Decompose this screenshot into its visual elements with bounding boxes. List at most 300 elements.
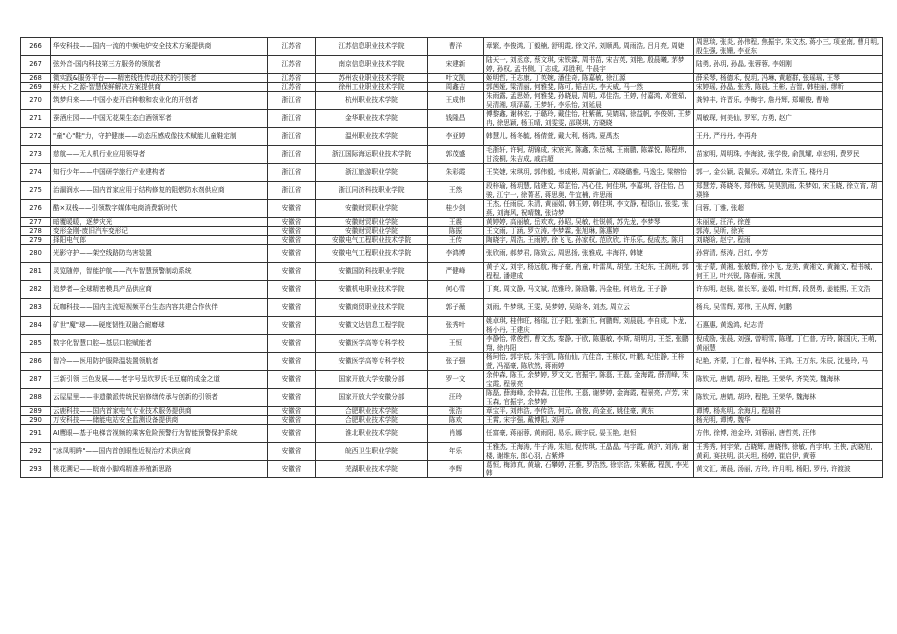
advisors-cell: [694, 389, 883, 407]
advisors-cell-text: 宋婷瑶, 孙晶, 张秀, 陈晨, 王彬, 吉智, 韩桂丽, 缪昕: [696, 83, 845, 91]
leader-cell-text: 张子强: [445, 357, 466, 366]
leader-cell: [428, 236, 484, 245]
advisors-cell: [694, 317, 883, 335]
table-row: [21, 461, 883, 478]
province-cell: [268, 353, 316, 371]
province-cell-text: 浙江省: [281, 132, 302, 141]
leader-cell-text: 李鸿博: [445, 249, 466, 258]
table-row: [21, 335, 883, 353]
leader-cell: [428, 110, 484, 128]
advisors-cell: [694, 182, 883, 200]
school-cell-text: 杭州职业技术学院: [345, 96, 398, 105]
province-cell: [268, 92, 316, 110]
members-cell-text: 段梓瑜, 杨玥慧, 陆建文, 郑芷怡, 冯心佳, 何佳琪, 李嘉琪, 谷佳怡, 吕骏, 江宁一, 徐菁茗, 蒋思奥, 牛宜楠, 许思雨: [486, 182, 685, 199]
leader-cell: [428, 299, 484, 317]
members-cell-text: 王霄, 宋宇强, 戴博阳, 刘萍: [486, 416, 565, 424]
province-cell: [268, 38, 316, 56]
province-cell-text: 安徽省: [281, 227, 302, 235]
members-cell-text: 韩慧儿, 杨冬毓, 杨倩萱, 戴大利, 杨鸿, 夏禹杰: [486, 132, 620, 141]
school-cell-text: 南京信息职业技术学院: [338, 60, 405, 69]
row-number: [21, 83, 51, 92]
leader-cell-text: 王恒: [448, 339, 463, 348]
province-cell: [268, 461, 316, 478]
advisors-cell-text: 王丹, 严丹丹, 李再舟: [696, 132, 758, 141]
table-row: [21, 263, 883, 281]
leader-cell-text: 张秀叶: [445, 321, 466, 330]
province-cell: [268, 416, 316, 425]
province-cell-text: 安徽省: [281, 416, 302, 424]
school-cell: [316, 353, 428, 371]
leader-cell-text: 钱隆昌: [445, 114, 466, 123]
members-cell: [484, 182, 694, 200]
row-number-text: 276: [29, 204, 42, 213]
row-number: [21, 227, 51, 236]
project-name-cell: [51, 74, 268, 83]
table-row: [21, 200, 883, 218]
project-name-cell-text: 华安科技——国内一流的中频电炉安全技术方案提供商: [53, 42, 212, 51]
province-cell: [268, 74, 316, 83]
province-cell-text: 安徽省: [281, 204, 302, 213]
project-name-cell-text: AI鹰眼—基于电梯音视频的乘客危险预警行为智能预警保护系统: [53, 429, 238, 438]
advisors-cell-text: 朱丽夏, 汪洋, 徐莲: [696, 218, 751, 226]
school-cell-text: 安徽商贸职业技术学院: [338, 303, 405, 312]
school-cell: [316, 74, 428, 83]
leader-cell-text: 朱彩霞: [445, 168, 466, 177]
province-cell-text: 江苏省: [281, 83, 302, 91]
school-cell-text: 安徽电气工程职业技术学院: [331, 249, 412, 258]
members-cell-text: 傅黎鑫, 谢林宏, 于璐玲, 戴佳怡, 杜紫薇, 吴婧瑶, 徐益帆, 李俊妍, 王梦冉, 徐思颖, 杨玉晴, 刘雯雯, 邵瑛琪, 方晓晓: [486, 110, 691, 127]
leader-cell-text: 李辉: [448, 464, 463, 473]
school-cell-text: 安徽电气工程职业技术学院: [331, 236, 412, 244]
members-cell: [484, 74, 694, 83]
row-number-text: 275: [29, 186, 42, 195]
project-name-cell: [51, 407, 268, 416]
province-cell-text: 江苏省: [281, 74, 302, 82]
school-cell-text: 合肥职业技术学院: [345, 416, 398, 424]
table-row: [21, 110, 883, 128]
advisors-cell-text: 许东明, 赵骇, 崔长军, 姜娟, 叶红辉, 段贤勇, 姜能熙, 王文浩: [696, 285, 871, 294]
province-cell: [268, 182, 316, 200]
school-cell: [316, 56, 428, 74]
leader-cell: [428, 425, 484, 443]
school-cell: [316, 263, 428, 281]
members-cell: [484, 38, 694, 56]
leader-cell-text: 王然: [448, 186, 463, 195]
school-cell-text: 浙江旅游职业学院: [345, 168, 398, 177]
advisors-cell: [694, 461, 883, 478]
school-cell-text: 苏州农业职业技术学院: [338, 74, 405, 82]
advisors-cell: [694, 146, 883, 164]
school-cell-text: 安徽医学高等专科学校: [338, 339, 405, 348]
members-cell: [484, 227, 694, 236]
school-cell: [316, 92, 428, 110]
leader-cell-text: 宋建新: [445, 60, 466, 69]
project-name-cell-text: 鲜天下之源-智慧保鲜解决方案提供商: [53, 83, 161, 91]
school-cell: [316, 281, 428, 299]
advisors-cell: [694, 407, 883, 416]
advisors-cell-text: 周思琰, 张炎, 孙伟程, 焦振宇, 朱文杰, 蒋小三, 项亚南, 曹月明, 殷生强, 张姗, 李亚东: [696, 38, 880, 55]
advisors-cell-text: 黄文汇, 萧晨, 汤丽, 方玲, 许月明, 杨阳, 罗丹, 许渡波: [696, 464, 851, 473]
leader-cell-text: 何心雪: [445, 285, 466, 294]
table-row: [21, 56, 883, 74]
members-cell: [484, 245, 694, 263]
province-cell: [268, 299, 316, 317]
leader-cell-text: 王震: [448, 218, 463, 226]
table-row: [21, 164, 883, 182]
advisors-cell-text: 孙营清, 蔡涛, 吕红, 李芳: [696, 249, 768, 258]
members-cell-text: 余仲森, 陈玉, 余梦婷, 罗文文, 官振宇, 陈磊, 王磊, 金海霞, 薛清峰, 朱宝霞, 程景亮: [486, 371, 689, 388]
leader-cell: [428, 200, 484, 218]
row-number-text: 277: [29, 218, 42, 226]
row-number-text: 282: [29, 285, 42, 294]
members-cell: [484, 299, 694, 317]
project-name-cell-text: 筑梦归来——中国小麦开启种粮和农业化的开创者: [53, 96, 199, 105]
members-cell: [484, 281, 694, 299]
row-number-text: 288: [29, 393, 42, 402]
row-number-text: 284: [29, 321, 42, 330]
members-cell: [484, 263, 694, 281]
school-cell: [316, 218, 428, 227]
members-cell: [484, 146, 694, 164]
project-name-cell-text: 弦外音-国内科技第三方服务的领航者: [53, 60, 161, 69]
award-list-table: [20, 37, 883, 478]
advisors-cell-text: 周敏琛, 何美仙, 罗军, 方勇, 赵广: [696, 114, 792, 123]
table-row: [21, 38, 883, 56]
members-cell-text: 黄婷婷, 高丽敏, 岳欢欢, 孙昭, 吴敏, 杜锐顿, 苏先龙, 李梦琴: [486, 218, 661, 226]
leader-cell: [428, 146, 484, 164]
school-cell-text: 安徽财贸职业学院: [345, 204, 398, 213]
members-cell: [484, 56, 694, 74]
table-row: [21, 227, 883, 236]
row-number-text: 271: [29, 114, 42, 123]
school-cell-text: 徐州工业职业技术学院: [338, 83, 405, 91]
row-number-text: 270: [29, 96, 42, 105]
advisors-cell-text: 石惠惠, 黄逸鸿, 纪志青: [696, 321, 764, 330]
project-name-cell-text: "童"心"鞋"力，守护健康——动态压感成像技术赋能儿童鞋定制: [53, 132, 237, 141]
advisors-cell: [694, 353, 883, 371]
advisors-cell: [694, 245, 883, 263]
leader-cell: [428, 38, 484, 56]
school-cell-text: 金华职业技术学院: [345, 114, 398, 123]
project-name-cell-text: 灵览随停，智能护航——汽车智慧预警制动系统: [53, 267, 192, 276]
project-name-cell-text: 追梦者—全球精密模具产品供应商: [53, 285, 152, 294]
leader-cell-text: 陈振: [448, 227, 463, 235]
school-cell-text: 浙江同济科技职业学院: [338, 186, 405, 195]
province-cell: [268, 389, 316, 407]
province-cell-text: 江苏省: [281, 60, 302, 69]
project-name-cell: [51, 218, 268, 227]
school-cell: [316, 443, 428, 461]
project-name-cell-text: 蚕酒庄园——中国无花果生态白酒领军者: [53, 114, 172, 123]
row-number: [21, 299, 51, 317]
leader-cell: [428, 281, 484, 299]
province-cell-text: 浙江省: [281, 168, 302, 177]
members-cell: [484, 92, 694, 110]
advisors-cell-text: 闫蓉, 丁雅, 张超: [696, 204, 744, 213]
advisors-cell: [694, 227, 883, 236]
project-name-cell: [51, 281, 268, 299]
project-name-cell: [51, 416, 268, 425]
leader-cell: [428, 56, 484, 74]
province-cell-text: 安徽省: [281, 464, 302, 473]
members-cell: [484, 461, 694, 478]
leader-cell-text: 肖娜: [448, 429, 463, 438]
project-name-cell-text: 数字化智慧口腔—基层口腔赋能者: [53, 339, 152, 348]
members-cell: [484, 371, 694, 389]
province-cell: [268, 56, 316, 74]
project-name-cell-text: 慈航——无人机行业应用领导者: [53, 150, 146, 159]
members-cell-text: 丁爽, 周文静, 马文斌, 范雅玲, 陈励馨, 冯金桂, 何培龙, 王子静: [486, 285, 667, 294]
province-cell-text: 安徽省: [281, 357, 302, 366]
project-name-cell-text: 玩咖科技——国内主流短视频平台生态内容共建合作伙伴: [53, 303, 218, 312]
leader-cell: [428, 128, 484, 146]
row-number: [21, 245, 51, 263]
province-cell-text: 浙江省: [281, 96, 302, 105]
school-cell: [316, 389, 428, 407]
province-cell-text: 安徽省: [281, 285, 302, 294]
table-row: [21, 92, 883, 110]
members-cell-text: 王雅杰, 王海涛, 牛子涛, 朱旭, 倪传琪, 王晶晶, 马宇霞, 黄沪, 刘涛, 谢楼, 谢维东, 郎心羽, 占紫烨: [486, 443, 689, 460]
province-cell: [268, 425, 316, 443]
school-cell-text: 安徽财贸职业学院: [345, 218, 398, 226]
leader-cell: [428, 227, 484, 236]
table-row: [21, 218, 883, 227]
leader-cell-text: 汪玲: [448, 393, 463, 402]
province-cell-text: 浙江省: [281, 150, 302, 159]
project-name-cell-text: 知行少年——中国研学旅行产业建构者: [53, 168, 166, 177]
province-cell: [268, 263, 316, 281]
row-number: [21, 236, 51, 245]
province-cell-text: 安徽省: [281, 407, 302, 415]
province-cell-text: 安徽省: [281, 447, 302, 456]
province-cell-text: 安徽省: [281, 429, 302, 438]
row-number-text: 268: [29, 74, 42, 82]
school-cell: [316, 146, 428, 164]
row-number: [21, 353, 51, 371]
members-cell: [484, 407, 694, 416]
advisors-cell: [694, 371, 883, 389]
table-row: [21, 128, 883, 146]
members-cell-text: 陶晓宇, 周浩, 王雨婷, 徐飞飞, 孙家权, 范欣欣, 许乐乐, 倪成杰, 陈月: [486, 236, 685, 244]
leader-cell: [428, 371, 484, 389]
leader-cell: [428, 182, 484, 200]
table-row: [21, 317, 883, 335]
school-cell: [316, 182, 428, 200]
school-cell: [316, 200, 428, 218]
advisors-cell-text: 王秀秀, 何宇荣, 占晓辉, 唐晓伟, 徐敏, 肖宇坤, 王侠, 武晓旭, 黄莉, 赛扶明, 洪天坦, 杨婷, 崔启伊, 黄蓉: [696, 443, 873, 460]
leader-cell: [428, 74, 484, 83]
table-row: [21, 83, 883, 92]
table-row: [21, 416, 883, 425]
advisors-cell-text: 陈钦元, 唐婧, 胡玲, 程艳, 王荣华, 齐笑笑, 魏海林: [696, 375, 840, 384]
province-cell-text: 安徽省: [281, 267, 302, 276]
project-name-cell: [51, 425, 268, 443]
advisors-cell: [694, 164, 883, 182]
members-cell: [484, 353, 694, 371]
leader-cell-text: 郭茂盛: [445, 150, 466, 159]
members-cell-text: 章繁, 李俊鸿, 丁毅楠, 舒明霞, 徐文洋, 刘顺禹, 周雨浩, 吕月亮, 周婕: [486, 42, 685, 51]
row-number: [21, 110, 51, 128]
project-name-cell: [51, 389, 268, 407]
row-number: [21, 164, 51, 182]
row-number-text: 290: [29, 416, 42, 424]
project-name-cell-text: 微实践&服务平台——精密线性传动技术的引领者: [53, 74, 197, 82]
table-row: [21, 425, 883, 443]
advisors-cell-text: 郭涛, 吴昕, 徐宾: [696, 227, 744, 235]
leader-cell: [428, 83, 484, 92]
row-number-text: 281: [29, 267, 42, 276]
row-number-text: 278: [29, 227, 42, 235]
advisors-cell-text: 谭博, 杨兆明, 余海月, 程瑞君: [696, 407, 782, 415]
school-cell-text: 芜湖职业技术学院: [345, 464, 398, 473]
leader-cell-text: 李亚婷: [445, 132, 466, 141]
province-cell: [268, 128, 316, 146]
advisors-cell-text: 倪成励, 张晨, 刘强, 曾明雪, 陈瑾, 丁仁普, 方玲, 陈国庆, 王萌, 黄丽慧: [696, 335, 877, 352]
leader-cell: [428, 335, 484, 353]
project-name-cell: [51, 299, 268, 317]
members-cell-text: 张欣雨, 郝梦君, 陈致云, 周思扬, 张雅成, 丰海祥, 韩婕: [486, 249, 644, 258]
row-number: [21, 218, 51, 227]
members-cell-text: 姬明哲, 王志康, 丁英婉, 潘佳奇, 陈嘉敏, 徐江源: [486, 74, 626, 82]
members-cell: [484, 335, 694, 353]
advisors-cell-text: 龚钟丰, 许晋乐, 李梅宇, 詹丹辉, 郑曜俊, 曹啥: [696, 96, 830, 105]
school-cell: [316, 38, 428, 56]
province-cell: [268, 200, 316, 218]
project-name-cell: [51, 164, 268, 182]
leader-cell: [428, 407, 484, 416]
members-cell-text: 陆天一, 刘丞彦, 蔡文琪, 宋铁霖, 周书苗, 宋吉英, 刘艳, 殷晨曦, 茅梦婷, 孙权, 孟书侧, 丁志成, 邓胜利, 牛晨宇: [486, 56, 685, 73]
row-number: [21, 182, 51, 200]
school-cell-text: 皖西卫生职业学院: [345, 447, 398, 456]
leader-cell: [428, 416, 484, 425]
project-name-cell: [51, 263, 268, 281]
members-cell: [484, 425, 694, 443]
members-cell-text: 李静怡, 常俊哲, 曹文杰, 秦静, 于欧, 陈惠敏, 李斯, 胡明月, 王荃, 张鹏翔, 徐冉阳: [486, 335, 689, 352]
advisors-cell: [694, 38, 883, 56]
members-cell-text: 章宝平, 刘炜浩, 李传浩, 何元, 俞俊, 尚金亚, 姚佳豪, 黄东: [486, 407, 654, 415]
leader-cell: [428, 164, 484, 182]
table-row: [21, 299, 883, 317]
leader-cell-text: 王传: [448, 236, 463, 244]
members-cell: [484, 83, 694, 92]
school-cell: [316, 245, 428, 263]
school-cell: [316, 371, 428, 389]
advisors-cell: [694, 92, 883, 110]
members-cell-text: 姚卓琪, 桂伟旺, 杨瑞, 江子阳, 张新玉, 何鹏辉, 刘晨晨, 李自成, 卜龙, 杨小丹, 王建庆: [486, 317, 687, 334]
table-row: [21, 74, 883, 83]
project-name-cell: [51, 245, 268, 263]
members-cell-text: 杨珂怡, 郭宇辰, 朱宇凯, 陈仙仙, 亢佳音, 王栋仪, 叶鹏, 纪佳静, 王梓萱, 冯福豪, 陈欣然, 蒋雨婷: [486, 353, 685, 370]
members-cell-text: 黄子义, 刘宇, 杨远航, 梅子豪, 肖童, 叶雷凤, 胡莹, 王纪东, 王润班, 郭程程, 潘建成: [486, 263, 689, 280]
project-name-cell-text: 酷×双栈——引领数字媒体电商消费新时代: [53, 204, 178, 213]
row-number-text: 266: [29, 42, 42, 51]
advisors-cell: [694, 218, 883, 227]
project-name-cell: [51, 92, 268, 110]
advisors-cell-text: 陆勇, 孙玥, 孙晶, 张蓉蓉, 李姐刚: [696, 60, 792, 69]
advisors-cell: [694, 200, 883, 218]
members-cell-text: 葛恒, 梅沛真, 黄瑜, 石攀婷, 汪雅, 罗浩然, 徐宗浩, 朱紫薇, 程凯, 李光韩: [486, 461, 689, 477]
advisors-cell: [694, 281, 883, 299]
province-cell: [268, 443, 316, 461]
members-cell: [484, 164, 694, 182]
row-number-text: 283: [29, 303, 42, 312]
table-row: [21, 353, 883, 371]
advisors-cell: [694, 110, 883, 128]
table-row: [21, 407, 883, 416]
project-name-cell-text: 云屋屋里——非遗徽派传统民宿修缮传承与创新的引领者: [53, 393, 218, 402]
province-cell-text: 安徽省: [281, 303, 302, 312]
province-cell-text: 安徽省: [281, 218, 302, 226]
members-cell: [484, 200, 694, 218]
row-number: [21, 335, 51, 353]
row-number: [21, 200, 51, 218]
advisors-cell-text: 杨光明, 谭博, 魏华: [696, 416, 751, 424]
school-cell-text: 温州职业技术学院: [345, 132, 398, 141]
province-cell: [268, 218, 316, 227]
row-number: [21, 92, 51, 110]
project-name-cell: [51, 227, 268, 236]
school-cell-text: 安徽财贸职业学院: [345, 227, 398, 235]
leader-cell: [428, 389, 484, 407]
row-number: [21, 425, 51, 443]
members-cell: [484, 443, 694, 461]
row-number: [21, 128, 51, 146]
project-name-cell-text: 暗覆暖暖，逐梦灾光: [53, 218, 113, 226]
row-number: [21, 407, 51, 416]
school-cell-text: 浙江国际海运职业技术学院: [331, 150, 412, 159]
advisors-cell: [694, 443, 883, 461]
row-number: [21, 416, 51, 425]
province-cell-text: 安徽省: [281, 236, 302, 244]
members-cell: [484, 317, 694, 335]
project-name-cell: [51, 371, 268, 389]
row-number: [21, 74, 51, 83]
row-number-text: 273: [29, 150, 42, 159]
advisors-cell-text: 苗家明, 周明珠, 李海波, 张学俊, 俞凯耀, 卓宏明, 费罗民: [696, 150, 860, 159]
advisors-cell: [694, 128, 883, 146]
province-cell-text: 浙江省: [281, 186, 302, 195]
province-cell: [268, 164, 316, 182]
project-name-cell: [51, 110, 268, 128]
table-row: [21, 182, 883, 200]
leader-cell: [428, 461, 484, 478]
row-number-text: 280: [29, 249, 42, 258]
advisors-cell: [694, 416, 883, 425]
province-cell-text: 安徽省: [281, 321, 302, 330]
row-number-text: 269: [29, 83, 42, 91]
school-cell: [316, 236, 428, 245]
table-row: [21, 146, 883, 164]
school-cell: [316, 299, 428, 317]
advisors-cell: [694, 74, 883, 83]
leader-cell: [428, 245, 484, 263]
table-row: [21, 389, 883, 407]
province-cell: [268, 335, 316, 353]
leader-cell-text: 叶文凯: [445, 74, 466, 82]
school-cell: [316, 416, 428, 425]
project-name-cell: [51, 317, 268, 335]
members-cell-text: 王文雨, 丁涵, 罗立涛, 李梦霖, 张旭琳, 陈惠婷: [486, 227, 620, 235]
school-cell-text: 安徽文达信息工程学院: [338, 321, 405, 330]
project-name-cell-text: 三新引领 三色发展——老字号呈坎罗氏毛豆腐的成金之道: [53, 375, 220, 384]
table-row: [21, 245, 883, 263]
leader-cell-text: 桂少剑: [445, 204, 466, 213]
leader-cell-text: 曹洋: [448, 42, 463, 51]
school-cell: [316, 425, 428, 443]
members-cell: [484, 416, 694, 425]
table-row: [21, 281, 883, 299]
advisors-cell: [694, 335, 883, 353]
